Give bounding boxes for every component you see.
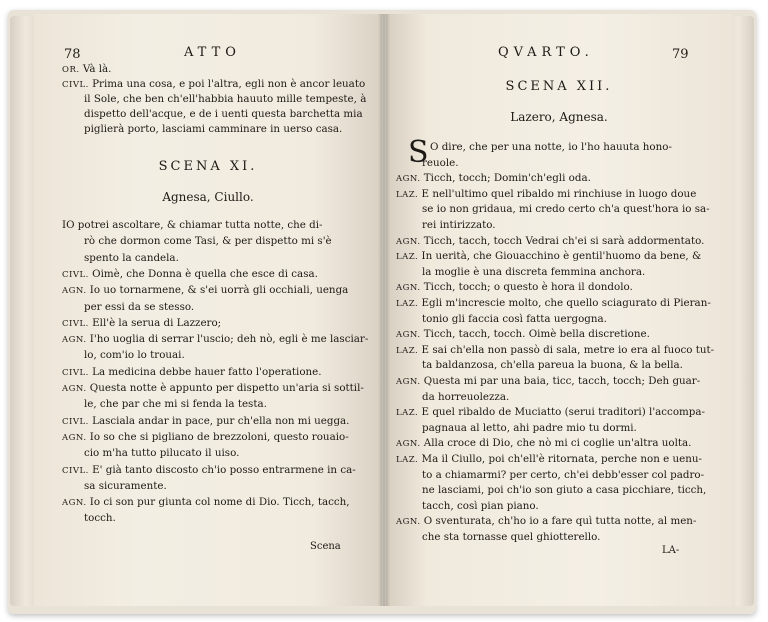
dialogue-line: reuole. xyxy=(422,156,459,169)
dialogue-line: ta baldanzosa, ch'ella pareua la buona, & la bella. xyxy=(422,359,683,372)
left-page-number: 78 xyxy=(64,47,81,62)
left-page-edges xyxy=(10,16,36,606)
left-scene-characters: Agnesa, Ciullo. xyxy=(162,190,254,204)
dialogue-line: AGN. Questa mi par una baia, ticc, tacch, tocch; Deh guar- xyxy=(396,375,701,387)
dialogue-line: spento la candela. xyxy=(84,251,179,264)
dialogue-line: le, che par che mi si fenda la testa. xyxy=(84,398,267,411)
dialogue-line: CIVL. Ell'è la serua di Lazzero; xyxy=(62,316,222,329)
dialogue-line: tonio gli faccia così fatta uergogna. xyxy=(422,312,607,325)
dialogue-line: AGN. Ticch, tacch, tocch Vedrai ch'ei si sarà addormentato. xyxy=(396,234,705,247)
right-page xyxy=(386,14,732,606)
dialogue-line: LAZ. E quel ribaldo de Muciatto (serui traditori) l'accompa- xyxy=(396,406,705,419)
dialogue-line: LAZ. In uerità, che Giouacchino è gentil'huomo da bene, & xyxy=(396,250,702,263)
dialogue-line: per essi da se stesso. xyxy=(84,300,195,313)
dialogue-line: CIVL. La medicina debbe hauer fatto l'operatione. xyxy=(62,365,322,378)
dialogue-line: AGN. Ticch, tocch; o questo è hora il dondolo. xyxy=(396,281,633,294)
dialogue-line: pagnaua al letto, ahi padre mio tu dormi. xyxy=(422,421,637,434)
dialogue-line: LAZ. E sai ch'ella non passò di sala, metre io era al fuoco tut- xyxy=(396,343,715,356)
right-catchword: LA- xyxy=(662,545,680,556)
text-line: dispetto dell'acque, e de i uenti questa barchetta mia xyxy=(84,108,363,120)
dialogue-line: O dire, che per una notte, io l'ho hauuta hono- xyxy=(430,141,672,153)
text-line: CIVL. Prima una cosa, e poi l'altra, egli non è ancor leuato xyxy=(62,78,366,90)
dialogue-line: sa sicuramente. xyxy=(84,479,167,492)
dialogue-line: che sta tornasse quel ghiotterello. xyxy=(422,531,601,543)
book-gutter xyxy=(378,14,390,606)
dialogue-line: LAZ. Egli m'increscie molto, che quello sciagurato di Pieran- xyxy=(396,297,711,309)
dialogue-line: AGN. Questa notte è appunto per dispetto un'aria si sottil- xyxy=(62,382,364,394)
drop-cap: S xyxy=(408,135,429,170)
dialogue-line: se io non gridaua, mi credo certo ch'a quest'hora io sa- xyxy=(422,203,710,216)
dialogue-line: da horreuolezza. xyxy=(422,390,510,403)
right-scene-characters: Lazero, Agnesa. xyxy=(510,110,608,124)
dialogue-line: AGN. Io so che si pigliano de brezzoloni, questo rouaio- xyxy=(62,430,349,443)
dialogue-line: to a chiamarmi? per certo, ch'ei debb'esser col padro- xyxy=(422,468,705,481)
dialogue-line: tocch. xyxy=(84,512,116,525)
dialogue-line: cio m'ha tutto pilucato il uiso. xyxy=(84,447,240,460)
left-catchword: Scena xyxy=(310,541,341,552)
dialogue-line: CIVL. Lasciala andar in pace, pur ch'ella non mi uegga. xyxy=(62,414,350,427)
dialogue-line: la moglie è una discreta femmina anchora. xyxy=(422,265,646,278)
dialogue-line: tacch, così pian piano. xyxy=(422,499,539,512)
dialogue-line: IO potrei ascoltare, & chiamar tutta notte, che di- xyxy=(62,219,323,231)
right-running-head: QVARTO. xyxy=(498,45,594,60)
dialogue-line: rò che dormon come Tasi, & per dispetto mi s'è xyxy=(84,235,332,248)
left-running-head: ATTO xyxy=(184,45,241,60)
dialogue-line: CIVL. E' già tanto discosto ch'io posso entrarmene in ca- xyxy=(62,463,356,476)
dialogue-line: rei intirizzato. xyxy=(422,219,496,231)
dialogue-line: ne lasciami, poi ch'io son giuto a casa picchiare, ticch, xyxy=(422,484,707,497)
dialogue-line: AGN. Ticch, tacch, tocch. Oimè bella discretione. xyxy=(396,328,650,341)
left-page xyxy=(34,14,382,606)
dialogue-line: LAZ. E nell'ultimo quel ribaldo mi rinchiuse in luogo doue xyxy=(396,187,697,200)
dialogue-line: AGN. I'ho uoglia di serrar l'uscio; deh nò, egli è me lasciar- xyxy=(62,333,369,346)
dialogue-line: LAZ. Ma il Ciullo, poi ch'ell'è ritornata, perche non e uenu- xyxy=(396,453,702,465)
dialogue-line: CIVL. Oimè, che Donna è quella che esce di casa. xyxy=(62,267,318,280)
text-line: OR. Và là. xyxy=(62,63,112,75)
text-line: il Sole, che ben ch'ell'habbia hauuto mille tempeste, à xyxy=(84,93,367,105)
dialogue-line: AGN. O sventurata, ch'ho io a fare quì tutta notte, al men- xyxy=(396,515,697,528)
dialogue-line: AGN. Io ci son pur giunta col nome di Dio. Ticch, tacch, xyxy=(62,496,350,509)
dialogue-line: AGN. Alla croce di Dio, che nò mi ci coglie un'altra uolta. xyxy=(396,437,692,450)
right-scene-title: SCENA XII. xyxy=(505,79,613,94)
dialogue-line: AGN. Ticch, tocch; Domin'ch'egli oda. xyxy=(396,172,591,185)
dialogue-line: AGN. Io uo tornarmene, & s'ei uorrà gli occhiali, uenga xyxy=(62,284,349,297)
dialogue-line: lo, com'io lo trouai. xyxy=(84,349,185,362)
left-scene-title: SCENA XI. xyxy=(158,159,258,174)
right-page-number: 79 xyxy=(672,47,689,62)
text-line: piglierà porto, lasciami camminare in uerso casa. xyxy=(84,123,343,135)
